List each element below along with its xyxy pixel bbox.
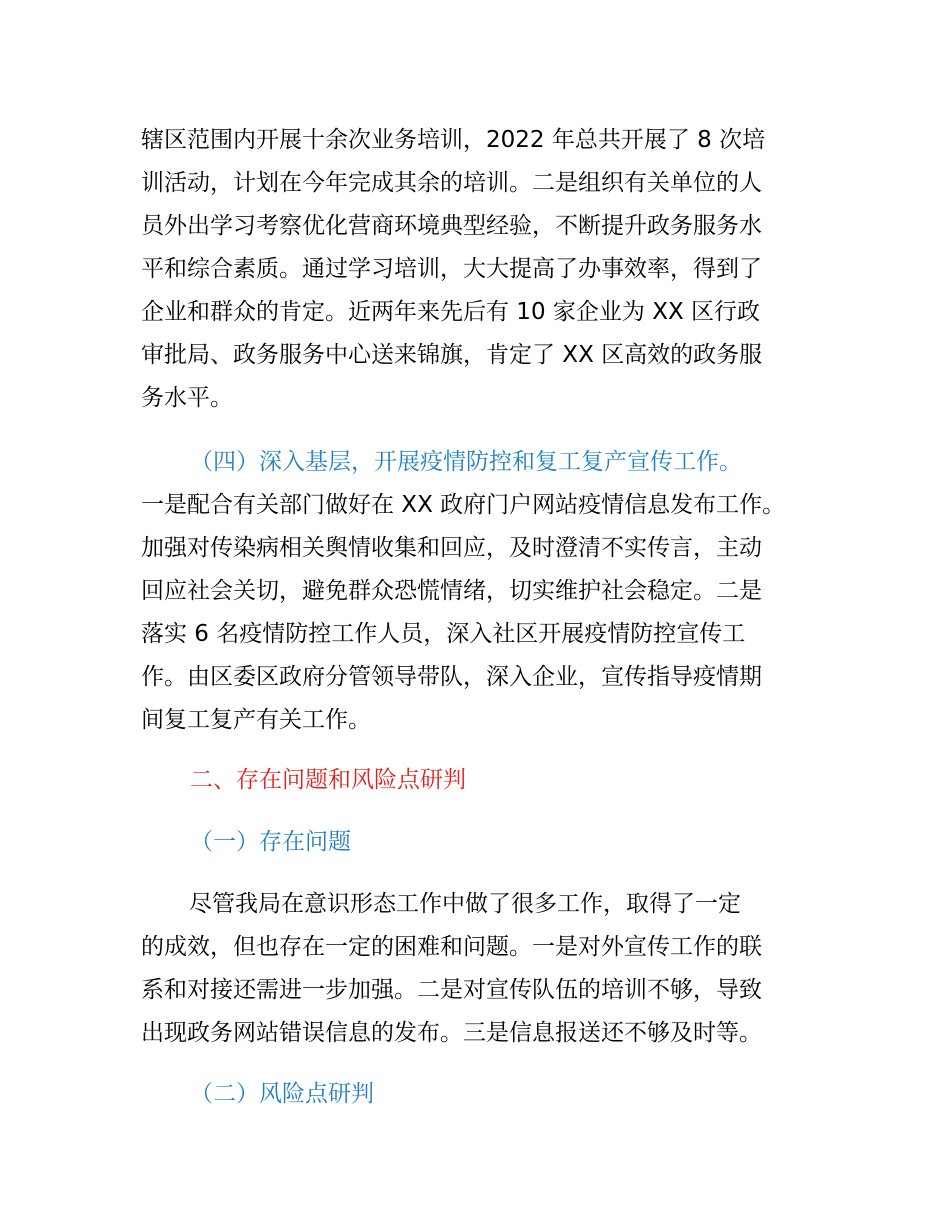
text-line: 作。由区委区政府分管领导带队，深入企业，宣传指导疫情期 xyxy=(141,664,762,690)
text-line: 员外出学习考察优化营商环境典型经验，不断提升政务服务水 xyxy=(141,213,762,239)
heading-subsection-two: （二）风险点研判 xyxy=(190,1081,374,1107)
text-line: 回应社会关切，避免群众恐慌情绪，切实维护社会稳定。二是 xyxy=(141,578,762,604)
text-line: 审批局、政务服务中心送来锦旗，肯定了 XX 区高效的政务服 xyxy=(141,342,763,368)
heading-section-two: 二、存在问题和风险点研判 xyxy=(190,767,466,793)
paragraph-problems xyxy=(141,883,821,1055)
heading-section-four: （四）深入基层，开展疫情防控和复工复产宣传工作。 xyxy=(190,449,742,475)
text-line: 出现政务网站错误信息的发布。三是信息报送还不够及时等。 xyxy=(141,1020,762,1046)
text-line: 辖区范围内开展十余次业务培训，2022 年总共开展了 8 次培 xyxy=(141,127,766,153)
text-line: 系和对接还需进一步加强。二是对宣传队伍的培训不够，导致 xyxy=(141,977,762,1003)
text-line: 的成效，但也存在一定的困难和问题。一是对外宣传工作的联 xyxy=(141,934,762,960)
text-line: 间复工复产有关工作。 xyxy=(141,707,371,733)
text-line: 落实 6 名疫情防控工作人员，深入社区开展疫情防控宣传工 xyxy=(141,621,746,647)
text-line: 企业和群众的肯定。近两年来先后有 10 家企业为 XX 区行政 xyxy=(141,299,761,325)
text-line: 训活动，计划在今年完成其余的培训。二是组织有关单位的人 xyxy=(141,170,762,196)
paragraph-epidemic xyxy=(141,484,821,742)
text-line: 尽管我局在意识形态工作中做了很多工作，取得了一定 xyxy=(189,891,741,917)
heading-subsection-one: （一）存在问题 xyxy=(190,829,351,855)
text-line: 一是配合有关部门做好在 XX 政府门户网站疫情信息发布工作。 xyxy=(141,492,786,518)
text-line: 务水平。 xyxy=(141,385,233,411)
text-line: 加强对传染病相关舆情收集和回应，及时澄清不实传言，主动 xyxy=(141,535,762,561)
text-line: 平和综合素质。通过学习培训，大大提高了办事效率，得到了 xyxy=(141,256,762,282)
paragraph-training xyxy=(141,119,821,420)
